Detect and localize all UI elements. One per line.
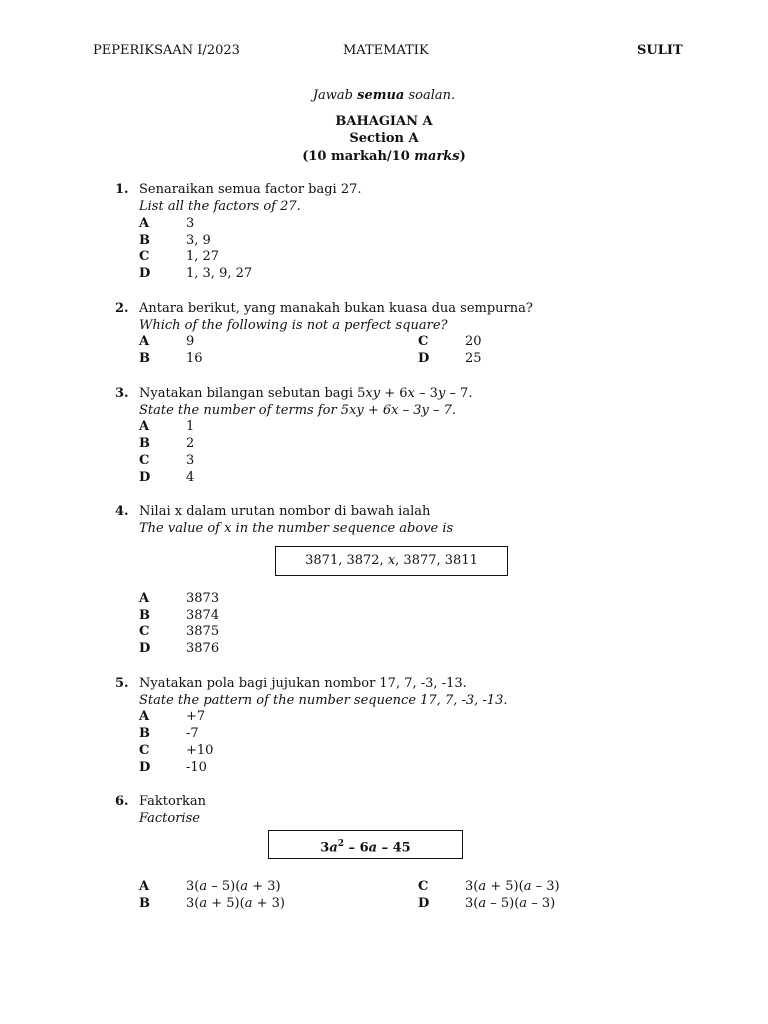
option-a-value[interactable]: +7 (186, 709, 206, 724)
option-letter: A (139, 591, 150, 606)
option-letter: C (418, 879, 429, 894)
instruction: Jawab semua soalan. (312, 88, 456, 103)
option-letter: A (139, 709, 150, 724)
question-text-english: List all the factors of 27. (139, 199, 301, 214)
question-text-english: Factorise (139, 811, 200, 826)
option-b-value[interactable]: -7 (186, 726, 199, 741)
option-letter: C (139, 453, 150, 468)
option-b-value[interactable]: 3, 9 (186, 233, 211, 248)
option-letter: D (418, 351, 430, 366)
question-text-malay: Faktorkan (139, 794, 207, 809)
question-number: 3. (115, 386, 129, 401)
option-d-value[interactable]: 25 (465, 351, 482, 366)
option-letter: C (139, 624, 150, 639)
option-letter: D (139, 266, 151, 281)
option-letter: A (139, 334, 150, 349)
option-d-value[interactable]: -10 (186, 760, 207, 775)
option-letter: D (418, 896, 430, 911)
option-letter: D (139, 470, 151, 485)
option-letter: B (139, 436, 150, 451)
option-b-value[interactable]: 3(a + 5)(a + 3) (186, 896, 285, 911)
question-text-english: The value of x in the number sequence above is (139, 521, 454, 536)
section-subtitle: Section A (349, 131, 419, 146)
question-text-english: State the number of terms for 5xy + 6x – 3y – 7. (139, 403, 457, 418)
question-number: 4. (115, 504, 129, 519)
option-b-value[interactable]: 3874 (186, 608, 220, 623)
question-number: 2. (115, 301, 129, 316)
header-subject: MATEMATIK (343, 43, 429, 58)
option-d-value[interactable]: 3876 (186, 641, 220, 656)
question-text-english: Which of the following is not a perfect square? (139, 318, 448, 333)
number-sequence-box: 3871, 3872, x, 3877, 3811 (275, 546, 508, 576)
option-letter: B (139, 726, 150, 741)
option-letter: C (139, 743, 150, 758)
option-letter: B (139, 351, 150, 366)
header-classification: SULIT (637, 43, 683, 58)
header-exam-title: PEPERIKSAAN I/2023 (93, 43, 240, 58)
question-number: 5. (115, 676, 129, 691)
option-a-value[interactable]: 9 (186, 334, 195, 349)
option-letter: C (418, 334, 429, 349)
option-a-value[interactable]: 1 (186, 419, 195, 434)
option-d-value[interactable]: 4 (186, 470, 195, 485)
option-a-value[interactable]: 3(a – 5)(a + 3) (186, 879, 281, 894)
expression-box: $3a^2 - 6a - 45$ (268, 830, 463, 859)
option-a-value[interactable]: 3873 (186, 591, 220, 606)
question-text-malay: Nyatakan bilangan sebutan bagi 5xy + 6x – 3y – 7. (139, 386, 473, 401)
option-letter: B (139, 608, 150, 623)
option-c-value[interactable]: +10 (186, 743, 214, 758)
option-a-value[interactable]: 3 (186, 216, 195, 231)
option-letter: D (139, 641, 151, 656)
question-text-malay: Nilai x dalam urutan nombor di bawah ialah (139, 504, 431, 519)
option-letter: A (139, 216, 150, 231)
section-marks: (10 markah/10 marks) (302, 149, 466, 164)
question-text-malay: Nyatakan pola bagi jujukan nombor 17, 7, -3, -13. (139, 676, 467, 691)
question-text-malay: Senaraikan semua factor bagi 27. (139, 182, 362, 197)
option-d-value[interactable]: 1, 3, 9, 27 (186, 266, 253, 281)
option-letter: A (139, 419, 150, 434)
option-letter: B (139, 896, 150, 911)
option-c-value[interactable]: 3875 (186, 624, 220, 639)
option-letter: C (139, 249, 150, 264)
option-d-value[interactable]: 3(a – 5)(a – 3) (465, 896, 556, 911)
option-letter: D (139, 760, 151, 775)
question-number: 6. (115, 794, 129, 809)
option-b-value[interactable]: 2 (186, 436, 195, 451)
option-c-value[interactable]: 3 (186, 453, 195, 468)
question-text-english: State the pattern of the number sequence 17, 7, -3, -13. (139, 693, 508, 708)
option-letter: B (139, 233, 150, 248)
option-letter: A (139, 879, 150, 894)
question-text-malay: Antara berikut, yang manakah bukan kuasa dua sempurna? (139, 301, 533, 316)
option-c-value[interactable]: 3(a + 5)(a – 3) (465, 879, 560, 894)
section-title: BAHAGIAN A (335, 114, 433, 129)
question-number: 1. (115, 182, 129, 197)
option-c-value[interactable]: 1, 27 (186, 249, 220, 264)
option-c-value[interactable]: 20 (465, 334, 482, 349)
option-b-value[interactable]: 16 (186, 351, 203, 366)
